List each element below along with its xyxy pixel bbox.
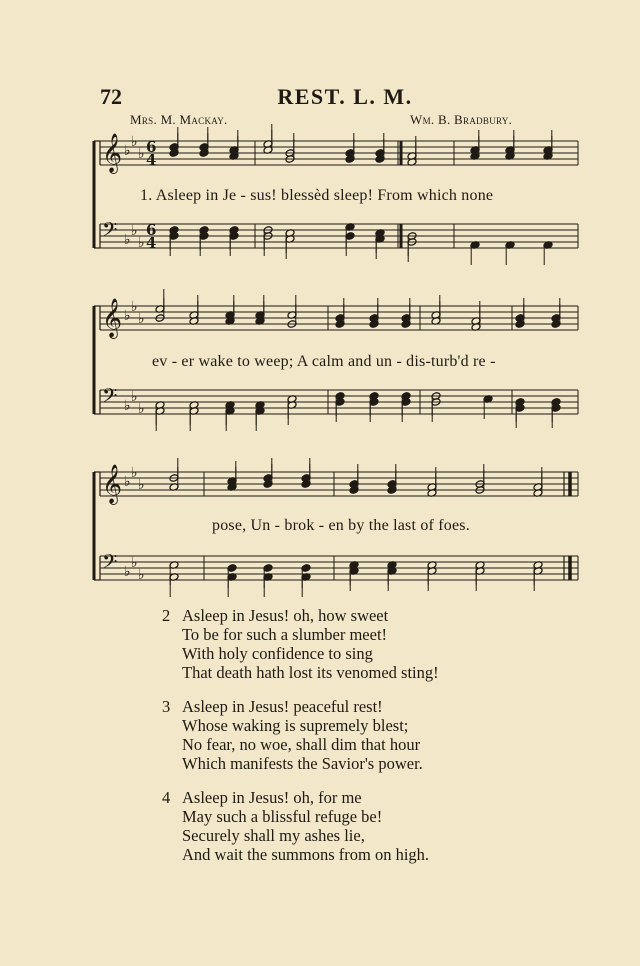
time-signature-top: 6 xyxy=(146,138,157,156)
flat-icon: ♭ xyxy=(131,134,138,150)
verse-line: Asleep in Jesus! oh, for me xyxy=(182,788,362,807)
flat-icon: ♭ xyxy=(138,477,145,493)
flat-icon: ♭ xyxy=(131,465,138,481)
additional-verses xyxy=(162,606,439,879)
flat-icon: ♭ xyxy=(131,389,138,405)
flat-icon: ♭ xyxy=(124,474,131,490)
flat-icon: ♭ xyxy=(131,555,138,571)
flat-icon: ♭ xyxy=(138,311,145,327)
verse-line: May such a blissful refuge be! xyxy=(182,807,383,826)
verse-line: Which manifests the Savior's power. xyxy=(182,754,423,773)
page-number: 72 xyxy=(100,84,122,109)
hymn-title: REST. L. M. xyxy=(277,84,413,109)
time-signature-top: 6 xyxy=(146,221,157,239)
verse-number: 3 xyxy=(162,697,171,716)
treble-clef-icon: 𝄞 xyxy=(102,298,123,338)
verse-line: Asleep in Jesus! oh, how sweet xyxy=(182,606,389,625)
author-credit: Mrs. M. Mackay. xyxy=(130,112,228,127)
verse-line: To be for such a slumber meet! xyxy=(182,625,388,644)
verse-line: Whose waking is supremely blest; xyxy=(182,716,409,735)
flat-icon: ♭ xyxy=(138,401,145,417)
verse-line: Asleep in Jesus! peaceful rest! xyxy=(182,697,383,716)
flat-icon: ♭ xyxy=(124,564,131,580)
bass-clef-icon: 𝄢 xyxy=(102,550,118,578)
verse-2 xyxy=(162,606,439,682)
treble-clef-icon: 𝄞 xyxy=(102,464,123,504)
lyric-line-3: pose, Un - brok - en by the last of foes. xyxy=(212,517,470,534)
composer-credit: Wm. B. Bradbury. xyxy=(410,112,513,127)
time-signature-bottom: 4 xyxy=(146,151,157,169)
verse-line: With holy confidence to sing xyxy=(182,644,373,663)
verse-line: No fear, no woe, shall dim that hour xyxy=(182,735,421,754)
lyric-line-2: ev - er wake to weep; A calm and un - dis-turb'd re - xyxy=(152,353,496,370)
flat-icon: ♭ xyxy=(124,143,131,159)
flat-icon: ♭ xyxy=(138,146,145,162)
lyric-line-1: 1. Asleep in Je - sus! blessèd sleep! From which none xyxy=(140,187,494,204)
verse-number: 4 xyxy=(162,788,171,807)
bass-clef-icon: 𝄢 xyxy=(102,384,118,412)
verse-line: And wait the summons from on high. xyxy=(182,845,430,864)
verse-line: Securely shall my ashes lie, xyxy=(182,826,365,845)
flat-icon: ♭ xyxy=(131,299,138,315)
flat-icon: ♭ xyxy=(138,235,145,251)
bass-clef-icon: 𝄢 xyxy=(102,218,118,246)
flat-icon: ♭ xyxy=(124,232,131,248)
flat-icon: ♭ xyxy=(138,567,145,583)
flat-icon: ♭ xyxy=(124,398,131,414)
verse-3 xyxy=(162,697,439,773)
flat-icon: ♭ xyxy=(131,223,138,239)
verse-4 xyxy=(162,788,439,864)
verse-number: 2 xyxy=(162,606,171,625)
time-signature-bottom: 4 xyxy=(146,234,157,252)
flat-icon: ♭ xyxy=(124,308,131,324)
treble-clef-icon: 𝄞 xyxy=(102,133,123,173)
verse-line: That death hath lost its venomed sting! xyxy=(182,663,439,682)
